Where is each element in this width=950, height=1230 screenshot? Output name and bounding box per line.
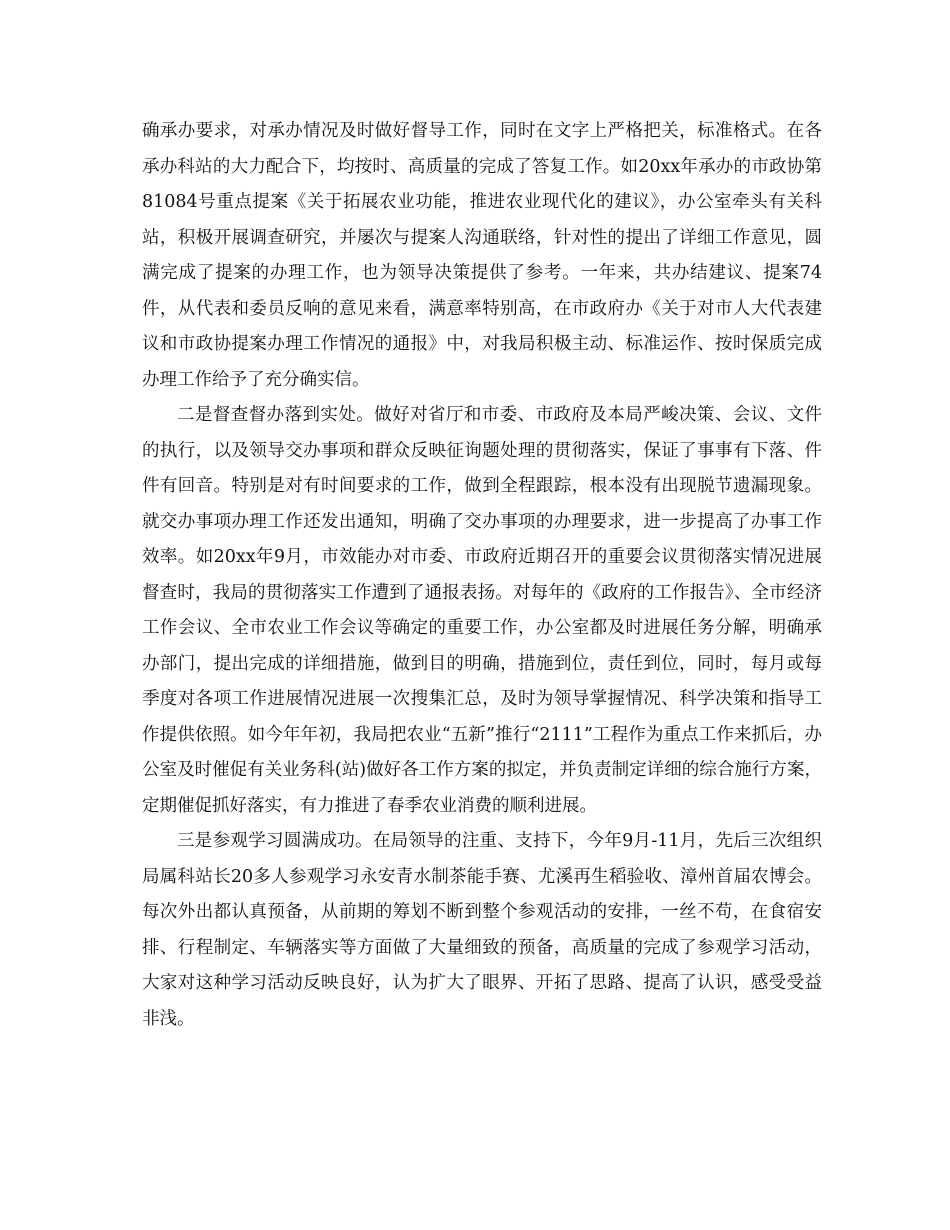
paragraph-continuation: 确承办要求，对承办情况及时做好督导工作，同时在文字上严格把关，标准格式。在各承办科站的大力配合下，均按时、高质量的完成了答复工作。如20xx年承办的市政协第81084号重点提案《关于拓展农业功能，推进农业现代化的建议》，办公室牵头有关科站，积极开展调查研究，并屡次与提案人沟通联络，针对性的提出了详细工作意见，圆满完成了提案的办理工作，也为领导决策提供了参考。一年来，共办结建议、提案74件，从代表和委员反响的意见来看，满意率特别高，在市政府办《关于对市人大代表建议和市政协提案办理工作情况的通报》中，对我局积极主动、标准运作、按时保质完成办理工作给予了充分确实信。 xyxy=(142,121,822,390)
document-body xyxy=(142,114,822,1037)
paragraph-supervision: 二是督查督办落到实处。做好对省厅和市委、市政府及本局严峻决策、会议、文件的执行，以及领导交办事项和群众反映征询题处理的贯彻落实，保证了事事有下落、件件有回音。特别是对有时间要求的工作，做到全程跟踪，根本没有出现脱节遗漏现象。就交办事项办理工作还发出通知，明确了交办事项的办理要求，进一步提高了办事工作效率。如20xx年9月，市效能办对市委、市政府近期召开的重要会议贯彻落实情况进展督查时，我局的贯彻落实工作遭到了通报表扬。对每年的《政府的工作报告》、全市经济工作会议、全市农业工作会议等确定的重要工作，办公室都及时进展任务分解，明确承办部门，提出完成的详细措施，做到目的明确，措施到位，责任到位，同时，每月或每季度对各项工作进展情况进展一次搜集汇总，及时为领导掌握情况、科学决策和指导工作提供依照。如今年年初，我局把农业“五新”推行“2111”工程作为重点工作来抓后，办公室及时催促有关业务科(站)做好各工作方案的拟定，并负责制定详细的综合施行方案，定期催促抓好落实，有力推进了春季农业消费的顺利进展。 xyxy=(142,405,822,816)
paragraph-study-visits: 三是参观学习圆满成功。在局领导的注重、支持下，今年9月-11月，先后三次组织局属科站长20多人参观学习永安青水制茶能手赛、尤溪再生稻验收、漳州首届农博会。每次外出都认真预备，从前期的筹划不断到整个参观活动的安排，一丝不苟，在食宿安排、行程制定、车辆落实等方面做了大量细致的预备，高质量的完成了参观学习活动，大家对这种学习活动反映良好，认为扩大了眼界、开拓了思路、提高了认识，感受受益非浅。 xyxy=(142,831,822,1029)
